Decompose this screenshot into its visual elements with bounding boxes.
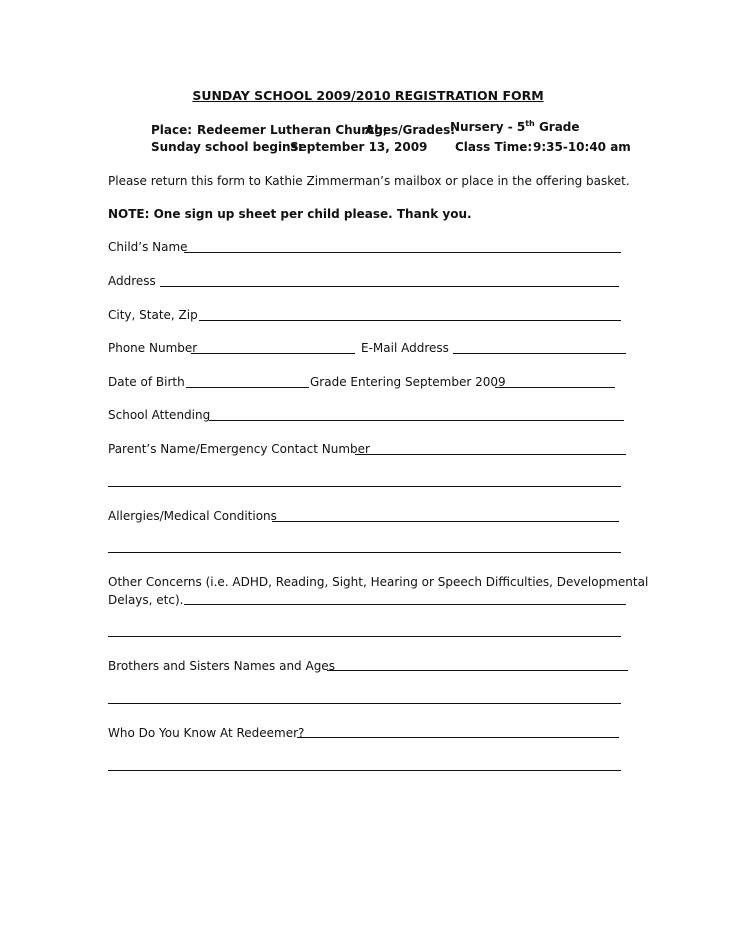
allergies-line-2[interactable]	[108, 552, 621, 553]
grade-entering-line[interactable]	[495, 387, 615, 388]
other-concerns-label-2: Delays, etc).	[108, 593, 184, 607]
class-time-label: Class Time:	[455, 140, 533, 154]
who-know-line[interactable]	[297, 737, 619, 738]
ages-value-main: Nursery - 5	[450, 120, 526, 134]
dob-label: Date of Birth	[108, 375, 185, 389]
siblings-line-2[interactable]	[108, 703, 621, 704]
form-title: SUNDAY SCHOOL 2009/2010 REGISTRATION FORM	[192, 88, 544, 103]
other-concerns-label-1: Other Concerns (i.e. ADHD, Reading, Sight, Hearing or Speech Difficulties, Developmental	[108, 575, 649, 589]
child-name-label: Child’s Name	[108, 240, 188, 254]
phone-label: Phone Number	[108, 341, 198, 355]
place-value: Redeemer Lutheran Church;	[197, 123, 388, 137]
place-label: Place:	[151, 123, 193, 137]
child-name-line[interactable]	[184, 252, 621, 253]
address-label: Address	[108, 274, 156, 288]
email-label: E-Mail Address	[361, 341, 449, 355]
address-line[interactable]	[160, 286, 619, 287]
city-state-zip-line[interactable]	[199, 320, 621, 321]
siblings-label: Brothers and Sisters Names and Ages	[108, 659, 335, 673]
begins-label: Sunday school begins:	[151, 140, 303, 154]
who-know-label: Who Do You Know At Redeemer?	[108, 726, 305, 740]
allergies-line[interactable]	[272, 521, 619, 522]
school-label: School Attending	[108, 408, 211, 422]
school-line[interactable]	[209, 420, 624, 421]
ages-value-suffix: th	[525, 119, 535, 128]
ages-label: Ages/Grades:	[365, 123, 456, 137]
phone-line[interactable]	[191, 353, 355, 354]
other-concerns-line[interactable]	[184, 604, 626, 605]
other-concerns-line-2[interactable]	[108, 636, 621, 637]
class-time-value: 9:35-10:40 am	[533, 140, 631, 154]
parent-contact-label: Parent’s Name/Emergency Contact Number	[108, 442, 370, 456]
begins-value: September 13, 2009	[290, 140, 428, 154]
who-know-line-2[interactable]	[108, 770, 621, 771]
ages-value-grade: Grade	[538, 120, 580, 134]
parent-contact-line[interactable]	[355, 454, 626, 455]
dob-line[interactable]	[186, 387, 309, 388]
instructions-text: Please return this form to Kathie Zimmerman’s mailbox or place in the offering basket.	[108, 174, 630, 188]
grade-entering-label: Grade Entering September 2009	[310, 375, 506, 389]
siblings-line[interactable]	[327, 670, 628, 671]
parent-contact-line-2[interactable]	[108, 486, 621, 487]
city-state-zip-label: City, State, Zip	[108, 308, 198, 322]
allergies-label: Allergies/Medical Conditions	[108, 509, 277, 523]
email-line[interactable]	[453, 353, 626, 354]
note-text: NOTE: One sign up sheet per child please. Thank you.	[108, 207, 472, 221]
ages-value	[450, 121, 580, 133]
